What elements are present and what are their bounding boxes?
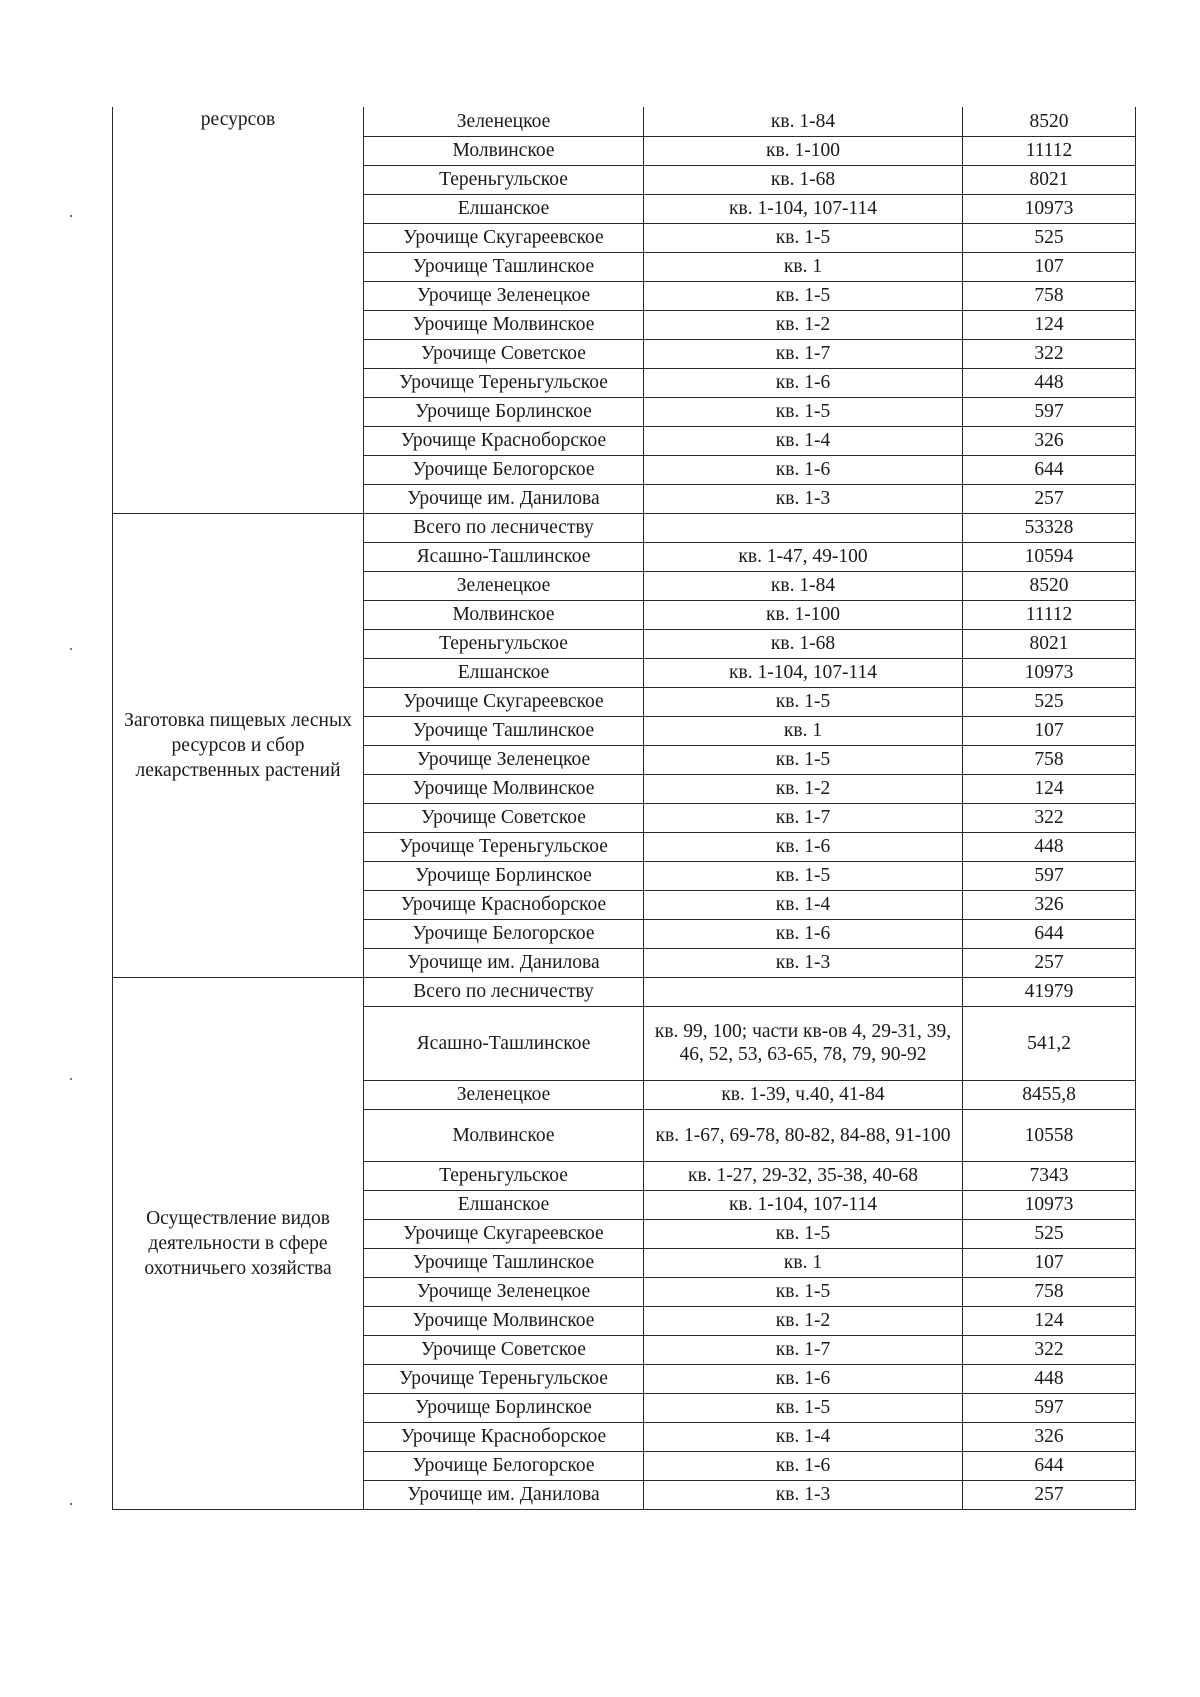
area-cell: 8021: [963, 629, 1136, 658]
scan-speck: [70, 1078, 72, 1080]
forestry-name-cell: Урочище Борлинское: [364, 1393, 644, 1422]
area-cell: 525: [963, 687, 1136, 716]
table-row: [113, 107, 1136, 136]
area-cell: 541,2: [963, 1006, 1136, 1080]
quarters-cell: кв. 1-104, 107-114: [644, 1190, 963, 1219]
quarters-cell: кв. 1-2: [644, 1306, 963, 1335]
forestry-name-cell: Урочище им. Данилова: [364, 948, 644, 977]
forestry-name-cell: Урочище Советское: [364, 1335, 644, 1364]
quarters-cell: кв. 1-5: [644, 687, 963, 716]
quarters-cell: кв. 1-5: [644, 223, 963, 252]
quarters-cell: кв. 99, 100; части кв-ов 4, 29-31, 39, 46, 52, 53, 63-65, 78, 79, 90-92: [644, 1006, 963, 1080]
area-cell: 322: [963, 803, 1136, 832]
quarters-cell: кв. 1-6: [644, 919, 963, 948]
quarters-cell: кв. 1-7: [644, 803, 963, 832]
area-cell: 124: [963, 310, 1136, 339]
quarters-cell: кв. 1-6: [644, 832, 963, 861]
area-cell: 448: [963, 832, 1136, 861]
quarters-cell: кв. 1-6: [644, 1364, 963, 1393]
quarters-cell: кв. 1-5: [644, 281, 963, 310]
forestry-name-cell: Урочище Скугареевское: [364, 687, 644, 716]
area-cell: 644: [963, 919, 1136, 948]
area-cell: 8455,8: [963, 1080, 1136, 1109]
area-cell: 124: [963, 1306, 1136, 1335]
area-cell: 758: [963, 1277, 1136, 1306]
area-cell: 448: [963, 1364, 1136, 1393]
scan-speck: [70, 1503, 72, 1505]
table-body: [113, 107, 1136, 1509]
forestry-name-cell: Тереньгульское: [364, 1161, 644, 1190]
area-cell: 11112: [963, 136, 1136, 165]
forestry-name-cell: Урочище Молвинское: [364, 774, 644, 803]
quarters-cell: кв. 1-6: [644, 1451, 963, 1480]
forestry-name-cell: Урочище Белогорское: [364, 919, 644, 948]
forestry-name-cell: Тереньгульское: [364, 165, 644, 194]
quarters-cell: кв. 1-5: [644, 861, 963, 890]
area-cell: 53328: [963, 513, 1136, 542]
forestry-name-cell: Всего по лесничеству: [364, 513, 644, 542]
forestry-name-cell: Молвинское: [364, 600, 644, 629]
forestry-name-cell: Урочище Зеленецкое: [364, 1277, 644, 1306]
forestry-name-cell: Урочище Борлинское: [364, 397, 644, 426]
area-cell: 107: [963, 1248, 1136, 1277]
forestry-name-cell: Урочище Тереньгульское: [364, 832, 644, 861]
forestry-name-cell: Урочище Тереньгульское: [364, 368, 644, 397]
quarters-cell: кв. 1-3: [644, 948, 963, 977]
quarters-cell: кв. 1-5: [644, 397, 963, 426]
forestry-name-cell: Урочище Ташлинское: [364, 716, 644, 745]
area-cell: 758: [963, 745, 1136, 774]
forestry-name-cell: Урочище Красноборское: [364, 426, 644, 455]
quarters-cell: кв. 1: [644, 716, 963, 745]
area-cell: 597: [963, 1393, 1136, 1422]
quarters-cell: кв. 1: [644, 252, 963, 281]
area-cell: 257: [963, 948, 1136, 977]
activity-type-cell: Осуществление видов деятельности в сфере охотничьего хозяйства: [113, 977, 364, 1509]
forestry-name-cell: Урочище Ташлинское: [364, 252, 644, 281]
forestry-name-cell: Урочище Белогорское: [364, 1451, 644, 1480]
activity-type-cell: Заготовка пищевых лесных ресурсов и сбор лекарственных растений: [113, 513, 364, 977]
area-cell: 758: [963, 281, 1136, 310]
quarters-cell: кв. 1-68: [644, 629, 963, 658]
area-cell: 322: [963, 1335, 1136, 1364]
quarters-cell: кв. 1-100: [644, 136, 963, 165]
quarters-cell: кв. 1-100: [644, 600, 963, 629]
area-cell: 322: [963, 339, 1136, 368]
area-cell: 8520: [963, 571, 1136, 600]
quarters-cell: кв. 1-5: [644, 1219, 963, 1248]
quarters-cell: кв. 1-6: [644, 368, 963, 397]
forestry-name-cell: Урочище Молвинское: [364, 1306, 644, 1335]
area-cell: 8520: [963, 107, 1136, 136]
forestry-name-cell: Зеленецкое: [364, 571, 644, 600]
forestry-name-cell: Урочище Тереньгульское: [364, 1364, 644, 1393]
forestry-name-cell: Молвинское: [364, 136, 644, 165]
area-cell: 8021: [963, 165, 1136, 194]
forestry-name-cell: Елшанское: [364, 194, 644, 223]
forestry-name-cell: Ясашно-Ташлинское: [364, 1006, 644, 1080]
quarters-cell: кв. 1-5: [644, 745, 963, 774]
area-cell: 7343: [963, 1161, 1136, 1190]
forestry-name-cell: Урочище Скугареевское: [364, 223, 644, 252]
quarters-cell: кв. 1-5: [644, 1393, 963, 1422]
forestry-name-cell: Ясашно-Ташлинское: [364, 542, 644, 571]
activity-type-cell: ресурсов: [113, 107, 364, 513]
forestry-name-cell: Урочище Советское: [364, 339, 644, 368]
area-cell: 448: [963, 368, 1136, 397]
table-row: [113, 513, 1136, 542]
forestry-name-cell: Всего по лесничеству: [364, 977, 644, 1006]
forestry-name-cell: Урочище Ташлинское: [364, 1248, 644, 1277]
forestry-name-cell: Урочище Красноборское: [364, 890, 644, 919]
quarters-cell: кв. 1-68: [644, 165, 963, 194]
area-cell: 41979: [963, 977, 1136, 1006]
area-cell: 107: [963, 716, 1136, 745]
forestry-name-cell: Молвинское: [364, 1109, 644, 1161]
area-cell: 644: [963, 1451, 1136, 1480]
forestry-name-cell: Урочище Зеленецкое: [364, 281, 644, 310]
area-cell: 107: [963, 252, 1136, 281]
area-cell: 10973: [963, 1190, 1136, 1219]
area-cell: 124: [963, 774, 1136, 803]
quarters-cell: кв. 1-67, 69-78, 80-82, 84-88, 91-100: [644, 1109, 963, 1161]
forestry-name-cell: Зеленецкое: [364, 1080, 644, 1109]
area-cell: 597: [963, 861, 1136, 890]
area-cell: 10594: [963, 542, 1136, 571]
area-cell: 326: [963, 426, 1136, 455]
area-cell: 10973: [963, 658, 1136, 687]
area-cell: 257: [963, 484, 1136, 513]
area-cell: 10973: [963, 194, 1136, 223]
quarters-cell: кв. 1-2: [644, 310, 963, 339]
area-cell: 525: [963, 223, 1136, 252]
forestry-name-cell: Елшанское: [364, 658, 644, 687]
forestry-name-cell: Урочище Зеленецкое: [364, 745, 644, 774]
quarters-cell: кв. 1-104, 107-114: [644, 658, 963, 687]
quarters-cell: [644, 513, 963, 542]
forestry-name-cell: Урочище Красноборское: [364, 1422, 644, 1451]
quarters-cell: кв. 1-3: [644, 484, 963, 513]
forestry-name-cell: Урочище им. Данилова: [364, 484, 644, 513]
area-cell: 644: [963, 455, 1136, 484]
quarters-cell: кв. 1-104, 107-114: [644, 194, 963, 223]
quarters-cell: кв. 1-39, ч.40, 41-84: [644, 1080, 963, 1109]
quarters-cell: кв. 1-7: [644, 339, 963, 368]
forestry-name-cell: Урочище Советское: [364, 803, 644, 832]
quarters-cell: [644, 977, 963, 1006]
forestry-name-cell: Тереньгульское: [364, 629, 644, 658]
scan-speck: [70, 648, 72, 650]
forest-areas-table: [112, 107, 1136, 1510]
quarters-cell: кв. 1-4: [644, 890, 963, 919]
scan-speck: [70, 215, 72, 217]
area-cell: 525: [963, 1219, 1136, 1248]
forestry-name-cell: Урочище Скугареевское: [364, 1219, 644, 1248]
forestry-name-cell: Урочище Борлинское: [364, 861, 644, 890]
table-row: [113, 977, 1136, 1006]
quarters-cell: кв. 1-6: [644, 455, 963, 484]
forestry-name-cell: Урочище Белогорское: [364, 455, 644, 484]
quarters-cell: кв. 1-5: [644, 1277, 963, 1306]
forestry-name-cell: Урочище им. Данилова: [364, 1480, 644, 1509]
forestry-name-cell: Елшанское: [364, 1190, 644, 1219]
quarters-cell: кв. 1-2: [644, 774, 963, 803]
forestry-name-cell: Урочище Молвинское: [364, 310, 644, 339]
quarters-cell: кв. 1-4: [644, 426, 963, 455]
area-cell: 326: [963, 1422, 1136, 1451]
quarters-cell: кв. 1-4: [644, 1422, 963, 1451]
area-cell: 257: [963, 1480, 1136, 1509]
area-cell: 10558: [963, 1109, 1136, 1161]
quarters-cell: кв. 1-84: [644, 107, 963, 136]
quarters-cell: кв. 1-47, 49-100: [644, 542, 963, 571]
quarters-cell: кв. 1-7: [644, 1335, 963, 1364]
quarters-cell: кв. 1-3: [644, 1480, 963, 1509]
area-cell: 326: [963, 890, 1136, 919]
area-cell: 11112: [963, 600, 1136, 629]
quarters-cell: кв. 1-84: [644, 571, 963, 600]
quarters-cell: кв. 1-27, 29-32, 35-38, 40-68: [644, 1161, 963, 1190]
quarters-cell: кв. 1: [644, 1248, 963, 1277]
area-cell: 597: [963, 397, 1136, 426]
forestry-name-cell: Зеленецкое: [364, 107, 644, 136]
